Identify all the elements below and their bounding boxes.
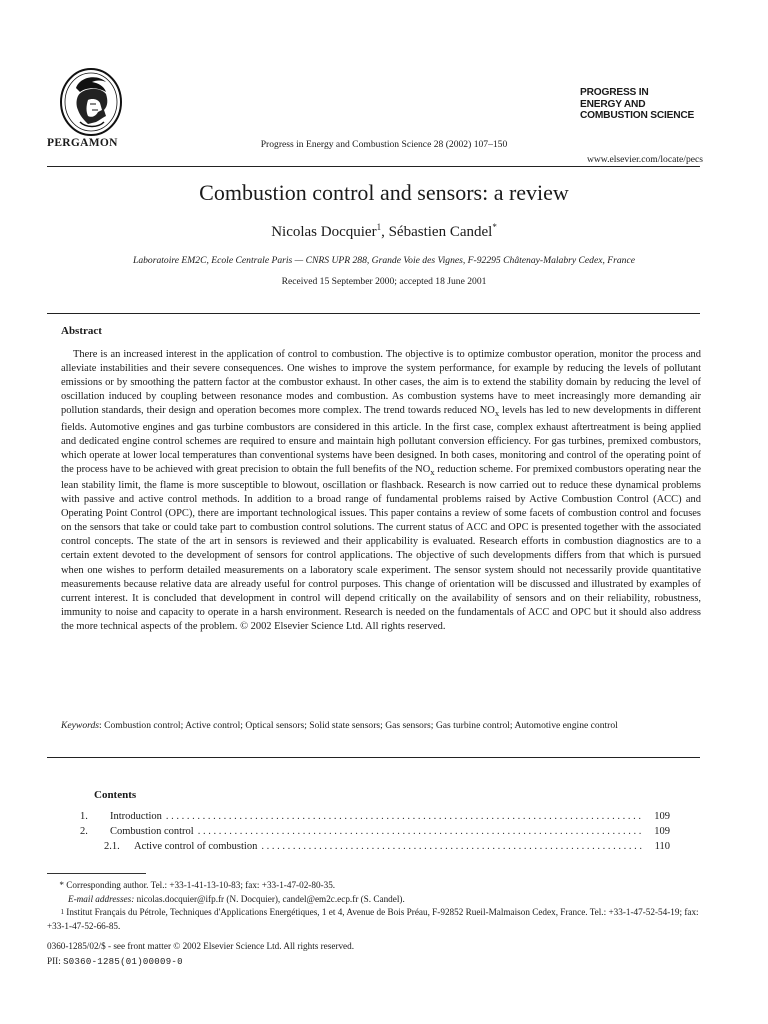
toc-item-introduction[interactable] [80,811,670,826]
author-candel: Sébastien Candel [388,224,493,240]
contents-heading: Contents [94,789,137,801]
keywords-label: Keywords [61,720,100,731]
header-divider [47,166,700,167]
journal-citation: Progress in Energy and Combustion Science 28 (2002) 107–150 [260,139,508,150]
table-of-contents [80,811,670,856]
author-separator: , [381,224,389,240]
author-list [0,222,768,241]
toc-leader [166,811,644,822]
footnote-divider [47,873,146,874]
journal-brand [580,87,694,122]
toc-number: 2. [80,826,88,837]
footnote-1: 1 Institut Français du Pétrole, Techniques d'Applications Energétiques, 1 et 4, Avenue de Bois Préau, F-92852 Rueil-Malmaison Cedex, France. Tel.: +33-1-47-52-54-19; fax: +33-1-47-52-66-85. [47,907,699,931]
toc-item-active-control[interactable] [80,841,670,856]
footnote-corresponding: * Corresponding author. Tel.: +33-1-41-13-10-83; fax: +33-1-47-02-80-35. [59,880,336,890]
pergamon-logo-icon [58,66,124,138]
toc-label: Introduction [110,811,162,822]
affiliation: Laboratoire EM2C, Ecole Centrale Paris — CNRS UPR 288, Grande Voie des Vignes, F-92295 Châtenay-Malabry Cedex, France [133,255,635,266]
received-dates: Received 15 September 2000; accepted 18 June 2001 [281,276,487,287]
footnote-mark-1[interactable]: 1 [376,222,382,232]
abstract-bottom-divider [47,757,700,758]
keywords-list: : Combustion control; Active control; Optical sensors; Solid state sensors; Gas sensors; Gas turbine control; Automotive engine control [99,720,618,731]
toc-number: 2.1. [104,841,120,852]
article-title: Combustion control and sensors: a review [199,180,569,205]
toc-page: 109 [654,811,670,822]
toc-page: 110 [654,841,670,852]
footnotes [47,879,702,933]
brand-line-2: ENERGY AND [580,98,646,110]
keywords [61,718,701,733]
footnote-mark-corresponding[interactable]: * [492,222,497,232]
toc-item-combustion-control[interactable] [80,826,670,841]
author-docquier: Nicolas Docquier [271,224,377,240]
abstract-text: There is an increased interest in the application of control to combustion. The objective is to optimize combustor operation, monitor the process and alleviate instabilities and their severe consequences. One wishes to improve the system performance, for example by reducing the levels of pollutant emissions or by smoothing the pattern factor at the combustor exhaust. In other cases, the aim is to extend the stability domain by reducing the level of oscillation induced by coupling between resonance modes and combustion. As combustion systems have to meet increasingly more demanding air pollution standards, their design and operation becomes more complex. The trend towards reduced $NO_x$ levels has led to new developments in different fields. Automotive engines and gas turbine combustors are considered in this article. In the first case, complex exhaust aftertreatment is being applied and dedicated engine control schemes are required to ensure and maintain high pollutant conversion efficiency. For gas turbines, premixed combustors, which operate at lower local temperatures than conventional systems have been designed. In both cases, monitoring and control of the operating point of the process have to be achieved with great precision to obtain the full benefits of the $NO_x$ reduction scheme. For premixed combustors operating near the lean stability limit, the flame is more susceptible to blowout, oscillation or flashback. Research is now carried out to reduce these dynamical problems with passive and active control methods. In addition to a broad range of fundamental problems raised by Active Combustion Control (ACC) and Operating Point Control (OPC), there are important technological issues. This paper contains a review of some facets of combustion control and focuses on the sensors that take or could take part to combustion control solutions. The current status of ACC and OPC is presented together with the associated control concepts. The state of the art in sensors is reviewed and their applicability is evaluated. Research efforts in combustion diagnostics are to a certain extent devoted to the development of sensors for control applications. The objective of such developments differs from that which is pursued when one wishes to perform detailed measurements on a laboratory scale experiment. The sensor system should not necessarily provide quantitative measurements because relative data are already useful for control purposes. This change of orientation will be discussed and illustrated by examples of current interest. It is concluded that development in control will depend critically on the availability of sensors and on their reliability, robustness, immunity to noise and capacity to operate in a harsh environment. Research is needed on the fundamentals of ACC and OPC but it should also address the more technical aspects of the problem. © 2002 Elsevier Science Ltd. All rights reserved. [61,349,701,632]
toc-label: Active control of combustion [134,841,258,852]
publisher-name: PERGAMON [47,137,118,149]
abstract-top-divider [47,313,700,314]
toc-label: Combustion control [110,826,194,837]
toc-number: 1. [80,811,88,822]
brand-line-3: COMBUSTION SCIENCE [580,110,695,121]
brand-line-1: PROGRESS IN [580,87,649,98]
issn-line: 0360-1285/02/$ - see front matter © 2002 Elsevier Science Ltd. All rights reserved. [47,941,355,951]
toc-page: 109 [654,826,670,837]
journal-url-link[interactable]: www.elsevier.com/locate/pecs [586,154,703,165]
abstract-heading: Abstract [61,325,102,337]
footnote-emails: E-mail addresses: nicolas.docquier@ifp.fr (N. Docquier), candel@em2c.ecp.fr (S. Candel). [68,893,405,904]
copyright-footer [47,939,354,970]
toc-leader [198,826,644,837]
pii-line: PII: S0360-1285(01)00009-0 [47,956,183,967]
toc-leader [261,841,644,852]
